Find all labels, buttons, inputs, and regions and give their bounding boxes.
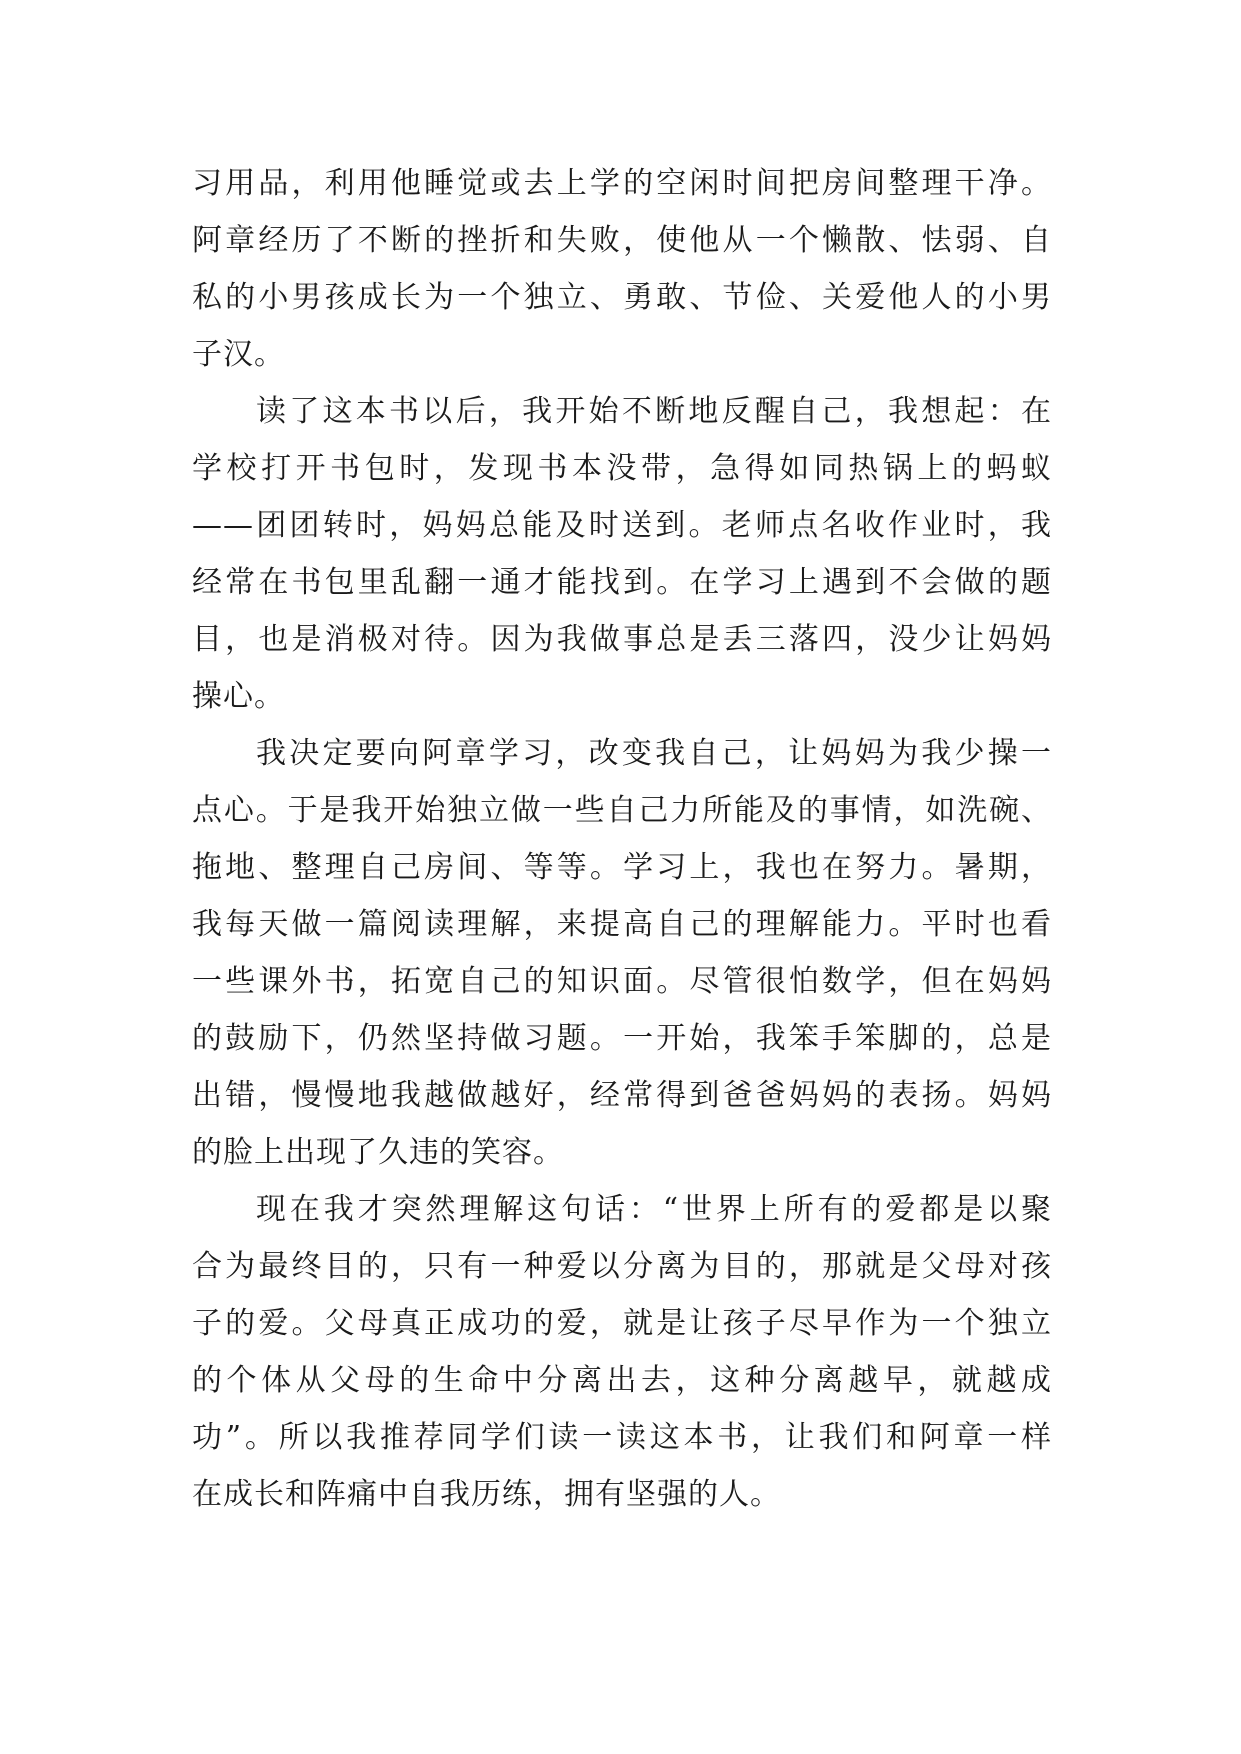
- text-line: 我每天做一篇阅读理解，来提高自己的理解能力。平时也看: [192, 907, 1052, 942]
- text-line: 操心。: [192, 679, 285, 714]
- text-line: 在成长和阵痛中自我历练，拥有坚强的人。: [192, 1477, 781, 1512]
- text-line: 拖地、整理自己房间、等等。学习上，我也在努力。暑期，: [192, 850, 1052, 885]
- document-body: [192, 155, 1052, 1523]
- text-line: 合为最终目的，只有一种爱以分离为目的，那就是父母对孩: [192, 1249, 1052, 1284]
- paragraph-first-line: 现在我才突然理解这句话：“世界上所有的爱都是以聚: [256, 1192, 1052, 1227]
- paragraph-first-line: 读了这本书以后，我开始不断地反醒自己，我想起：在: [256, 394, 1052, 429]
- paragraph-first-line: 我决定要向阿章学习，改变我自己，让妈妈为我少操一: [256, 736, 1052, 771]
- text-line: 目，也是消极对待。因为我做事总是丢三落四，没少让妈妈: [192, 622, 1052, 657]
- text-line: 子的爱。父母真正成功的爱，就是让孩子尽早作为一个独立: [192, 1306, 1052, 1341]
- text-line: 的脸上出现了久违的笑容。: [192, 1135, 564, 1170]
- text-line: 习用品，利用他睡觉或去上学的空闲时间把房间整理干净。: [192, 166, 1052, 201]
- text-line: 的鼓励下，仍然坚持做习题。一开始，我笨手笨脚的，总是: [192, 1021, 1052, 1056]
- text-line: 阿章经历了不断的挫折和失败，使他从一个懒散、怯弱、自: [192, 223, 1052, 258]
- text-line: 点心。于是我开始独立做一些自己力所能及的事情，如洗碗、: [192, 793, 1052, 828]
- text-line: 功”。所以我推荐同学们读一读这本书，让我们和阿章一样: [192, 1420, 1052, 1455]
- text-line: ——团团转时，妈妈总能及时送到。老师点名收作业时，我: [192, 508, 1052, 543]
- text-line: 学校打开书包时，发现书本没带，急得如同热锅上的蚂蚁: [192, 451, 1052, 486]
- text-line: 一些课外书，拓宽自己的知识面。尽管很怕数学，但在妈妈: [192, 964, 1052, 999]
- text-line: 经常在书包里乱翻一通才能找到。在学习上遇到不会做的题: [192, 565, 1052, 600]
- text-line: 私的小男孩成长为一个独立、勇敢、节俭、关爱他人的小男: [192, 280, 1052, 315]
- text-line: 子汉。: [192, 337, 285, 372]
- text-line: 出错，慢慢地我越做越好，经常得到爸爸妈妈的表扬。妈妈: [192, 1078, 1052, 1113]
- text-line: 的个体从父母的生命中分离出去，这种分离越早，就越成: [192, 1363, 1052, 1398]
